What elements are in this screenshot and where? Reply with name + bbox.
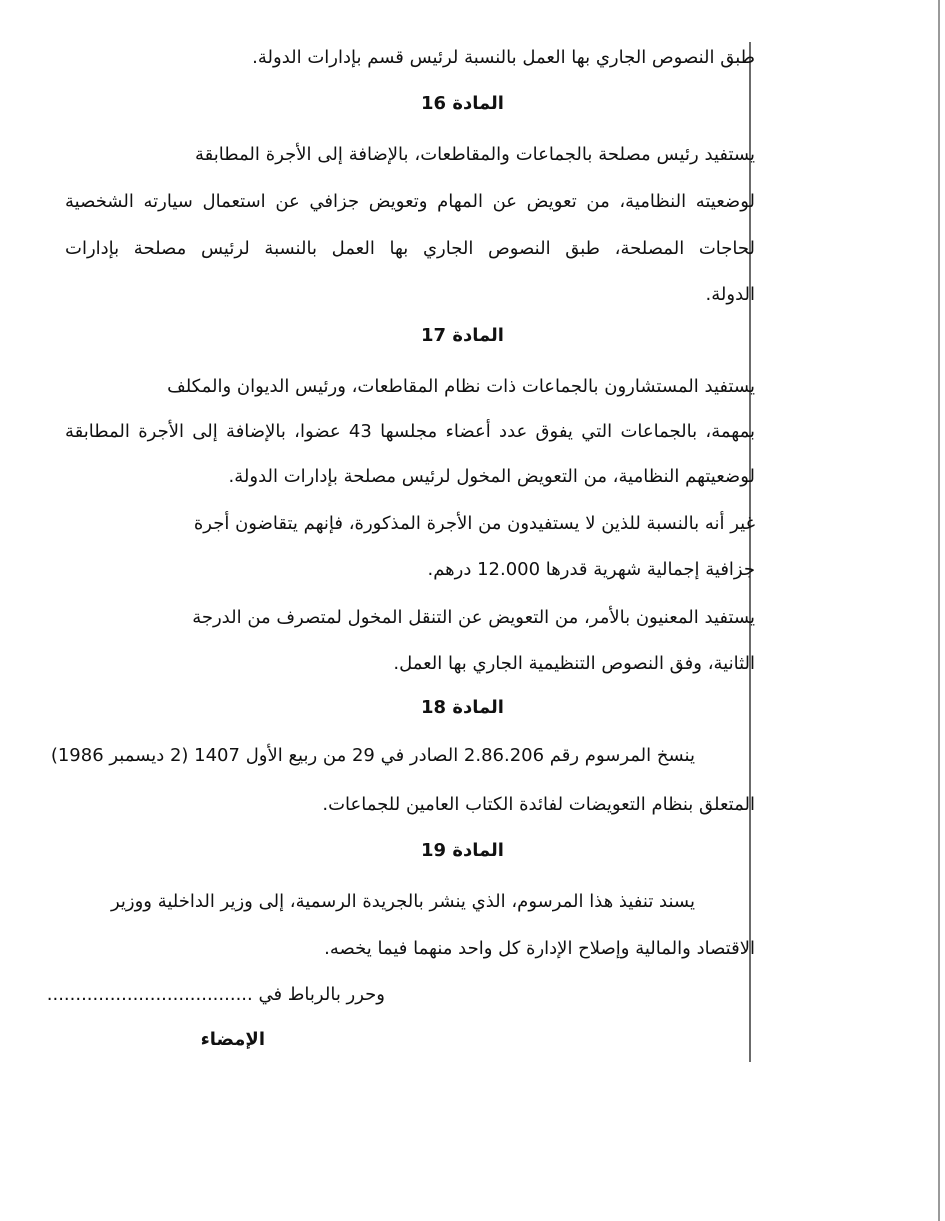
paragraph-line: يستفيد المعنيون بالأمر، من التعويض عن التنقل المخول لمتصرف من الدرجة [192, 607, 755, 628]
signature-label: الإمضاء [200, 1029, 265, 1050]
paragraph-line: جزافية إجمالية شهرية قدرها 12.000 درهم. [427, 559, 755, 580]
article-heading: المادة 19 [421, 840, 504, 861]
paragraph-line: الاقتصاد والمالية وإصلاح الإدارة كل واحد منهما فيما يخصه. [324, 938, 755, 959]
paragraph-line: بمهمة، بالجماعات التي يفوق عدد أعضاء مجلسها 43 عضوا، بالإضافة إلى الأجرة المطابقة [65, 421, 755, 442]
paragraph-line: ينسخ المرسوم رقم 2.86.206 الصادر في 29 من ربيع الأول 1407 (2 ديسمبر 1986) [50, 745, 695, 766]
paragraph-line: يستفيد المستشارون بالجماعات ذات نظام المقاطعات، ورئيس الديوان والمكلف [167, 376, 755, 397]
paragraph-line: المتعلق بنظام التعويضات لفائدة الكتاب العامين للجماعات. [322, 794, 755, 815]
article-heading: المادة 18 [421, 697, 504, 718]
paragraph-line: الثانية، وفق النصوص التنظيمية الجاري بها العمل. [393, 653, 755, 674]
paragraph-line: غير أنه بالنسبة للذين لا يستفيدون من الأجرة المذكورة، فإنهم يتقاضون أجرة [193, 513, 755, 534]
article-heading: المادة 17 [421, 325, 504, 346]
paragraph-line: لوضعيتهم النظامية، من التعويض المخول لرئيس مصلحة بإدارات الدولة. [228, 466, 755, 487]
paragraph-line: يسند تنفيذ هذا المرسوم، الذي ينشر بالجريدة الرسمية، إلى وزير الداخلية ووزير [110, 891, 695, 912]
place-date-line: وحرر بالرباط في .................................... [46, 984, 385, 1005]
paragraph-line: الدولة. [705, 284, 755, 305]
paragraph-line: يستفيد رئيس مصلحة بالجماعات والمقاطعات، بالإضافة إلى الأجرة المطابقة [195, 144, 755, 165]
paragraph-line: طبق النصوص الجاري بها العمل بالنسبة لرئيس قسم بإدارات الدولة. [252, 47, 755, 68]
paragraph-line: لوضعيته النظامية، من تعويض عن المهام وتعويض جزافي عن استعمال سيارته الشخصية [65, 191, 755, 212]
page-edge-rule [938, 0, 940, 1221]
paragraph-line: لحاجات المصلحة، طبق النصوص الجاري بها العمل بالنسبة لرئيس مصلحة بإدارات [65, 238, 755, 259]
article-heading: المادة 16 [421, 93, 504, 114]
